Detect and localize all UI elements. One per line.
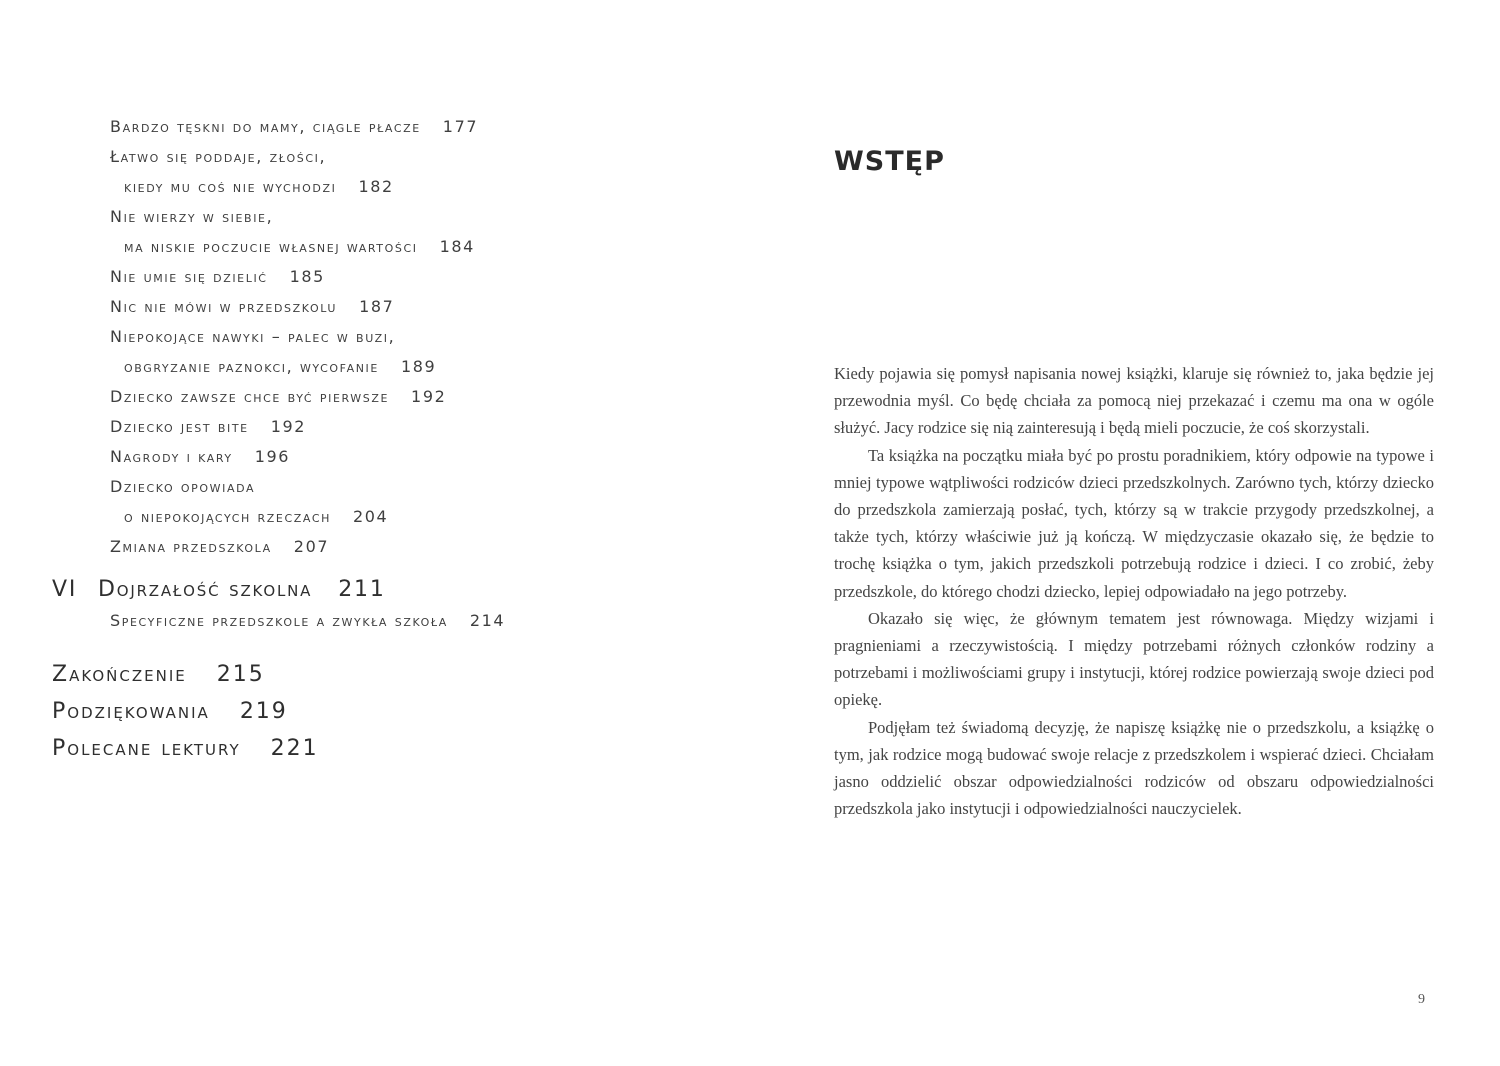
toc-end-item: Zakończenie 215	[52, 662, 265, 687]
toc-item: Nie wierzy w siebie,	[110, 207, 274, 226]
toc-page-number: 214	[469, 611, 506, 630]
toc-chapter-heading	[52, 574, 732, 606]
intro-title: WSTĘP	[834, 146, 945, 177]
intro-paragraph: Ta książka na początku miała być po prostu poradnikiem, który odpowie na typowe i mniej typowe wątpliwości rodziców dzieci przedszkolnych. Zarówno tych, którzy dziecko do przedszkola zamierzają posłać, tych, którzy są w trakcie przygody przedszkolnej, a także tych, którzy właściwie już ją kończą. W międzyczasie okazało się, że będzie to trochę książka o tym, jakich przedszkoli potrzebują rodzice i dzieci. I co zrobić, żeby przedszkole, do którego chodzi dziecko, lepiej odpowiadało na jego potrzeby.	[834, 445, 1434, 601]
toc-page-number: 189	[400, 357, 437, 376]
toc-item: Dziecko opowiada	[110, 477, 256, 496]
table-of-contents	[52, 112, 732, 767]
toc-item: Nic nie mówi w przedszkolu 187	[110, 297, 395, 316]
toc-page-number: 177	[442, 117, 479, 136]
toc-page-number: 182	[358, 177, 394, 196]
intro-body	[834, 360, 1434, 822]
toc-item: obgryzanie paznokci, wycofanie 189	[124, 357, 437, 376]
toc-end-item: Podziękowania 219	[52, 699, 288, 724]
toc-item: Niepokojące nawyki – palec w buzi,	[110, 327, 396, 346]
toc-item: Nie umie się dzielić 185	[110, 267, 325, 286]
toc-page-number: 207	[293, 537, 330, 556]
toc-page-number: 204	[352, 507, 389, 526]
toc-page-number: 211	[338, 577, 386, 602]
toc-item: ma niskie poczucie własnej wartości 184	[124, 237, 475, 256]
toc-item: o niepokojących rzeczach 204	[124, 507, 389, 526]
intro-paragraph: Okazało się więc, że głównym tematem jest równowaga. Między wizjami i pragnieniami a rzeczywistością. I między potrzebami różnych członków rodziny a potrzebami i możliwościami grupy i instytucji, której rodzice powierzają swoje dzieci pod opiekę.	[834, 608, 1434, 710]
toc-page-number: 185	[289, 267, 325, 286]
toc-page-number: 187	[359, 297, 395, 316]
toc-page-number: 221	[270, 736, 319, 761]
toc-item: kiedy mu coś nie wychodzi 182	[124, 177, 394, 196]
toc-item: Bardzo tęskni do mamy, ciągle płacze 177	[110, 117, 479, 136]
toc-item: Łatwo się poddaje, złości,	[110, 147, 327, 166]
toc-page-number: 192	[411, 387, 447, 406]
chapter-title: Dojrzałość szkolna	[98, 577, 313, 602]
toc-page-number: 184	[439, 237, 475, 256]
toc-item: Nagrody i kary 196	[110, 447, 291, 466]
intro-paragraph: Kiedy pojawia się pomysł napisania nowej książki, klaruje się również to, jaka będzie jej przewodnia myśl. Co będę chciała za pomocą niej przekazać i czemu ma ona w ogóle służyć. Jacy rodzice się nią zainteresują i będą mieli poczucie, że coś skorzystali.	[834, 364, 1434, 438]
toc-page-number: 196	[254, 447, 291, 466]
toc-end-item: Polecane lektury 221	[52, 736, 319, 761]
intro-paragraph: Podjęłam też świadomą decyzję, że napiszę książkę nie o przedszkolu, a książkę o tym, jak rodzice mogą budować swoje relacje z przedszkolem i wspierać dzieci. Chciałam jasno oddzielić obszar odpowiedzialności rodziców od obszaru odpowiedzialności przedszkola jako instytucji i odpowiedzialności nauczycielek.	[834, 717, 1434, 819]
toc-page-number: 215	[216, 662, 265, 687]
page-number: 9	[1418, 992, 1425, 1007]
toc-item: Zmiana przedszkola 207	[110, 537, 330, 556]
toc-item: Specyficzne przedszkole a zwykła szkoła 214	[110, 611, 506, 630]
toc-page-number: 192	[270, 417, 307, 436]
toc-end-section	[52, 656, 732, 767]
toc-item: Dziecko jest bite 192	[110, 417, 307, 436]
toc-item: Dziecko zawsze chce być pierwsze 192	[110, 387, 447, 406]
toc-page-number: 219	[239, 699, 288, 724]
chapter-number: VI	[52, 577, 78, 602]
